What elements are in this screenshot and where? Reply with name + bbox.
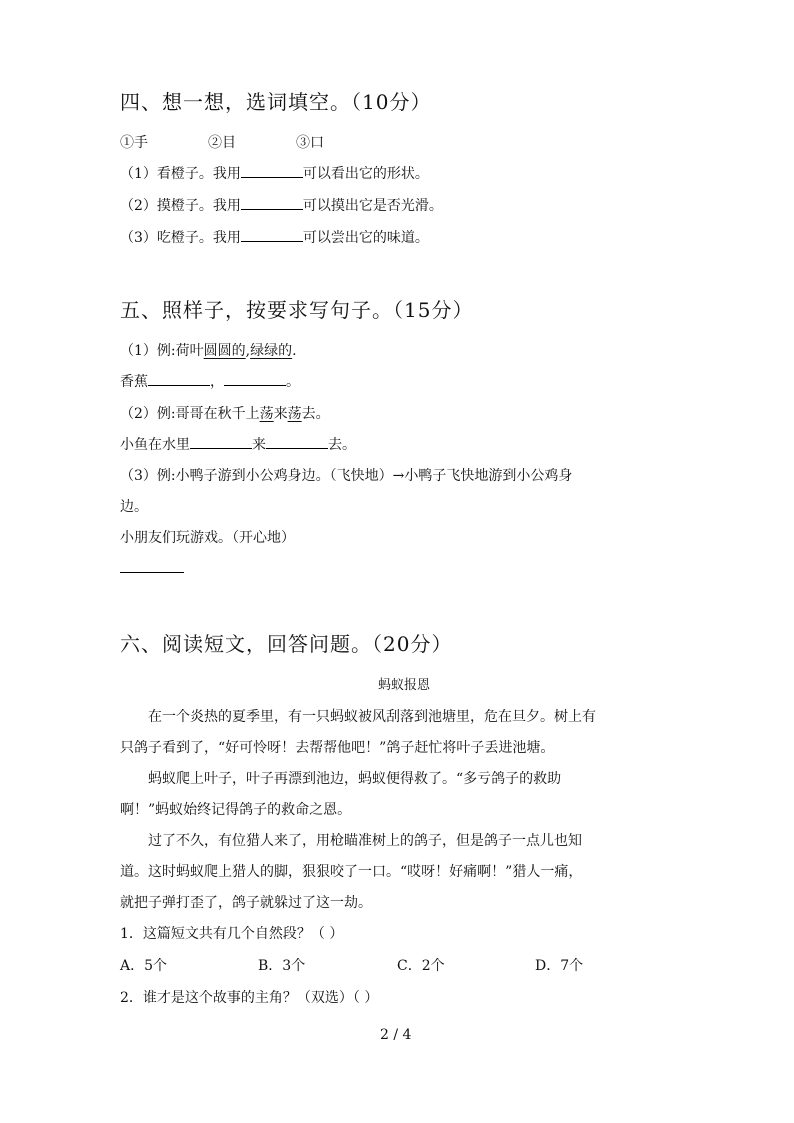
s5-ex1-text: （1）例:荷叶 xyxy=(120,343,204,359)
s5-ex2-mid: 来 xyxy=(273,406,288,422)
s4-q3-suffix: 可以尝出它的味道。 xyxy=(302,230,429,246)
s5-example-3-line-1: （3）例:小鸭子游到小公鸡身边。（飞快地）→小鸭子飞快地游到小公鸡身 xyxy=(120,468,573,484)
s4-q2-prefix: （2）摸橙子。我用 xyxy=(120,198,241,214)
s4-question-2 xyxy=(120,195,443,215)
s4-question-3 xyxy=(120,227,429,247)
option-3: ③口 xyxy=(296,135,324,151)
passage-line: 在一个炎热的夏季里，有一只蚂蚁被风刮落到池塘里，危在旦夕。树上有 xyxy=(148,709,596,725)
s5-ex2-end: 去。 xyxy=(301,406,330,422)
s5-example-3-line-2: 边。 xyxy=(120,499,148,515)
s4-q3-prefix: （3）吃橙子。我用 xyxy=(120,230,241,246)
s5-fill2-end: 去。 xyxy=(328,437,356,453)
s5-fill1-comma: ， xyxy=(210,374,224,390)
passage-line: 道。这时蚂蚁爬上猎人的脚，狠狠咬了一口。“哎呀！好痛啊！”猎人一痛， xyxy=(120,864,583,880)
option-1: ①手 xyxy=(120,135,148,151)
passage-line: 只鸽子看到了，“好可怜呀！去帮帮他吧！”鸽子赶忙将叶子丢进池塘。 xyxy=(120,740,555,756)
s5-answer-line[interactable] xyxy=(120,572,184,573)
s5-ex2-text: （2）例:哥哥在秋千上 xyxy=(120,406,260,422)
choice-b[interactable]: B．3个 xyxy=(258,958,306,974)
s5-fill1-text: 香蕉 xyxy=(120,374,148,390)
s4-q1-prefix: （1）看橙子。我用 xyxy=(120,166,241,182)
s5-fill2-blank-1[interactable] xyxy=(190,435,252,449)
s4-q1-blank[interactable] xyxy=(241,164,303,178)
s5-task-3: 小朋友们玩游戏。（开心地） xyxy=(120,530,295,546)
s5-ex2-underlined-1: 荡 xyxy=(259,406,274,422)
s5-example-2 xyxy=(120,403,330,423)
s4-question-1 xyxy=(120,163,429,183)
s4-q1-suffix: 可以看出它的形状。 xyxy=(302,166,429,182)
s4-q3-blank[interactable] xyxy=(241,228,303,242)
s5-ex1-underlined-1: 圆圆的 xyxy=(203,343,246,359)
choice-c[interactable]: C．2个 xyxy=(397,958,445,974)
s5-ex1-comma: , xyxy=(245,343,251,359)
s5-example-1 xyxy=(120,340,297,360)
s5-fill2-blank-2[interactable] xyxy=(266,435,328,449)
s6-question-2: 2．谁才是这个故事的主角？（双选）（ ） xyxy=(120,990,379,1006)
s5-fill1-period: 。 xyxy=(286,374,300,390)
choice-d[interactable]: D．7个 xyxy=(535,958,584,974)
s5-fill2-text: 小鱼在水里 xyxy=(120,437,190,453)
s5-ex1-underlined-2: 绿绿的 xyxy=(250,343,293,359)
page-number: 2 / 4 xyxy=(380,1027,412,1043)
passage-title: 蚂蚁报恩 xyxy=(378,678,431,693)
passage-line: 蚂蚁爬上叶子，叶子再漂到池边，蚂蚁便得救了。“多亏鸽子的救助 xyxy=(148,771,562,787)
passage-line: 啊！”蚂蚁始终记得鸽子的救命之恩。 xyxy=(120,802,352,818)
s5-fill1-blank-2[interactable] xyxy=(224,372,286,386)
choice-a[interactable]: A．5个 xyxy=(120,958,168,974)
passage-line: 就把子弹打歪了，鸽子就躲过了这一劫。 xyxy=(120,895,372,911)
section-6-heading: 六、阅读短文，回答问题。（20分） xyxy=(120,632,453,656)
s5-fill2-mid: 来 xyxy=(252,437,266,453)
section-4-heading: 四、想一想，选词填空。（10分） xyxy=(120,90,432,114)
s5-ex2-underlined-2: 荡 xyxy=(287,406,302,422)
s5-fill1-blank-1[interactable] xyxy=(148,372,210,386)
s6-question-1: 1．这篇短文共有几个自然段？（ ） xyxy=(120,926,344,942)
s5-ex1-period: . xyxy=(292,343,297,359)
section-5-heading: 五、照样子，按要求写句子。（15分） xyxy=(120,298,474,322)
s4-q2-suffix: 可以摸出它是否光滑。 xyxy=(302,198,443,214)
passage-line: 过了不久，有位猎人来了，用枪瞄准树上的鸽子，但是鸽子一点儿也知 xyxy=(148,833,582,849)
s5-fill-1 xyxy=(120,371,300,391)
option-2: ②目 xyxy=(208,135,236,151)
s5-fill-2 xyxy=(120,434,356,454)
s4-q2-blank[interactable] xyxy=(241,196,303,210)
